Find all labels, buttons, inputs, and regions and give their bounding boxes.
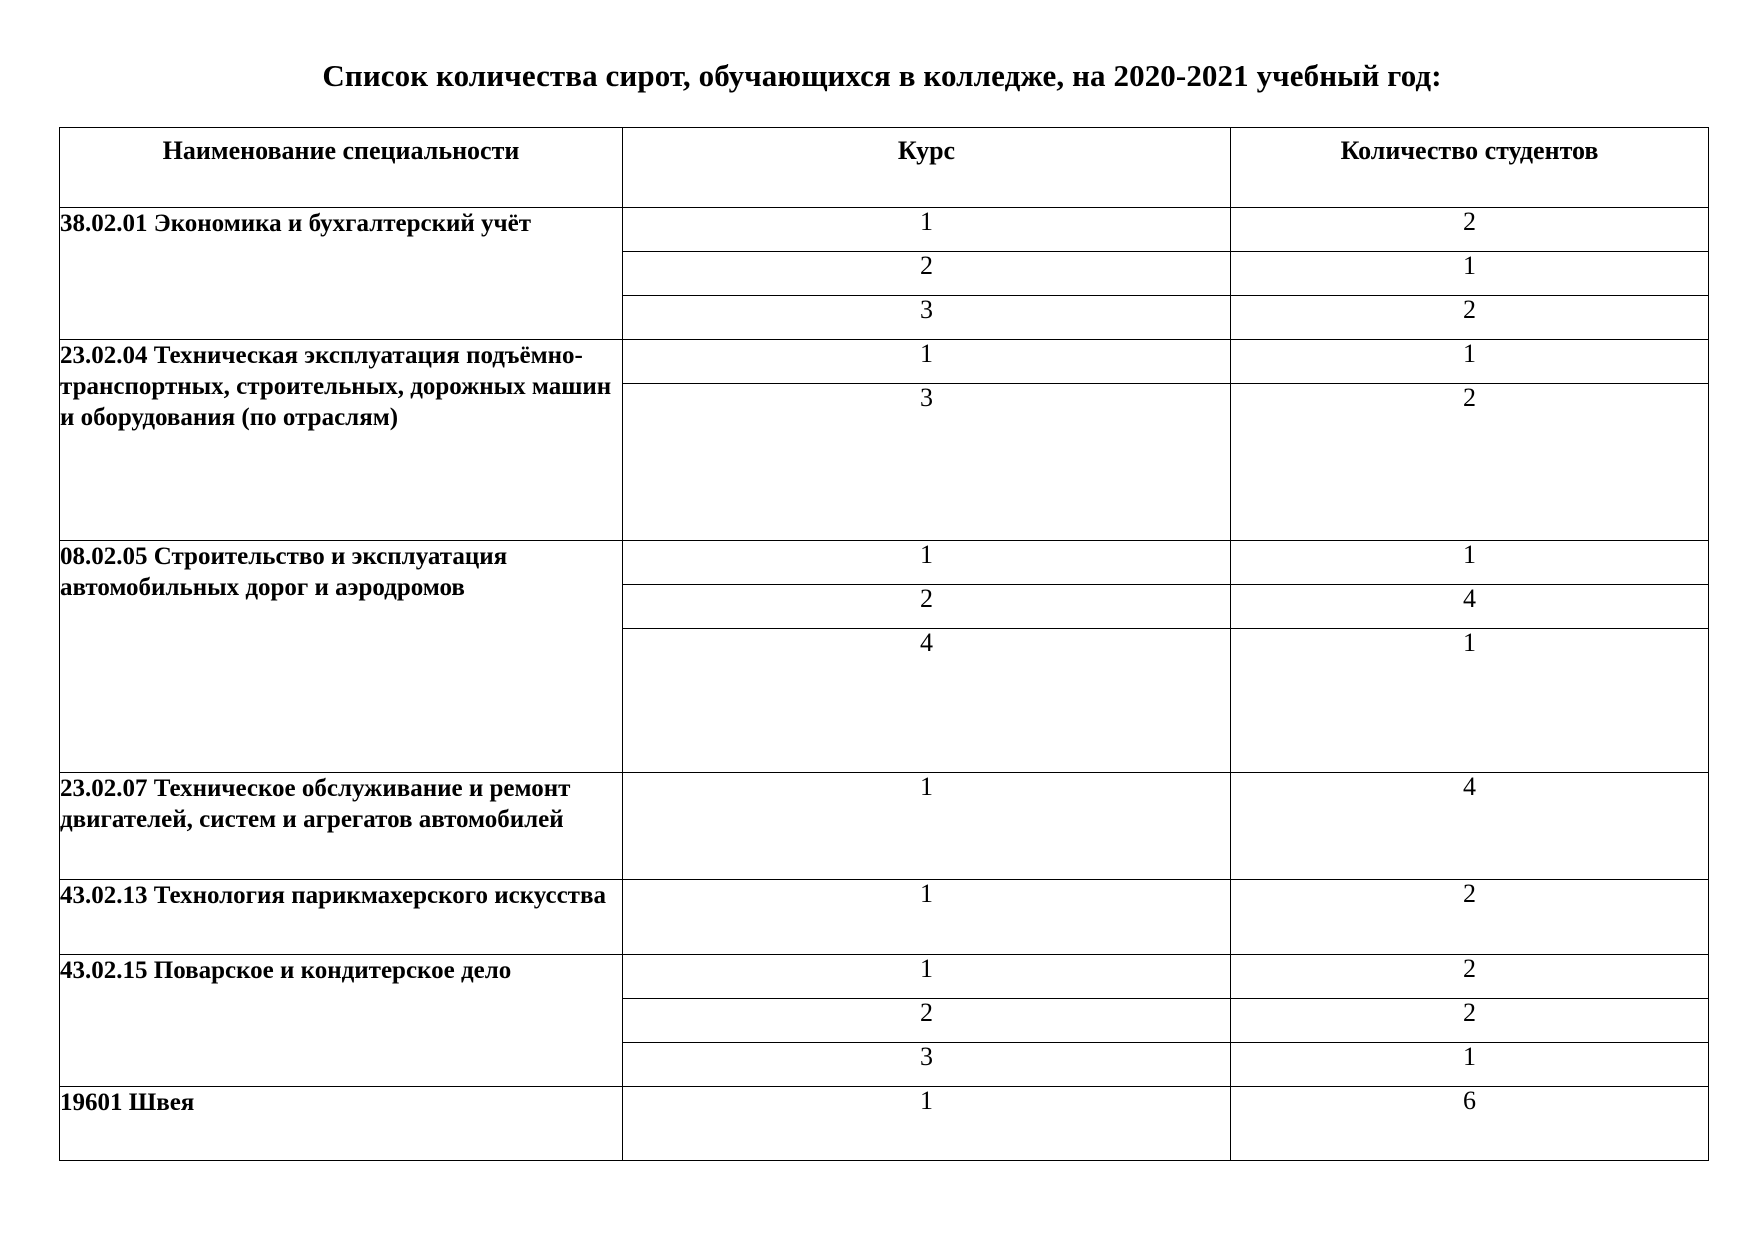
course-cell: 1 (623, 955, 1231, 999)
course-cell: 3 (623, 384, 1231, 541)
course-cell: 2 (623, 999, 1231, 1043)
specialty-cell: 08.02.05 Строительство и эксплуатация автомобильных дорог и аэродромов (60, 541, 623, 773)
students-cell: 2 (1231, 296, 1709, 340)
course-cell: 3 (623, 1043, 1231, 1087)
students-cell: 6 (1231, 1087, 1709, 1161)
specialty-cell: 43.02.15 Поварское и кондитерское дело (60, 955, 623, 1087)
course-cell: 2 (623, 252, 1231, 296)
specialty-cell: 23.02.04 Техническая эксплуатация подъёмно-транспортных, строительных, дорожных машин и оборудования (по отраслям) (60, 340, 623, 541)
table-row (60, 541, 1709, 585)
students-cell: 1 (1231, 252, 1709, 296)
course-cell: 1 (623, 208, 1231, 252)
specialty-cell: 38.02.01 Экономика и бухгалтерский учёт (60, 208, 623, 340)
specialty-cell: 43.02.13 Технология парикмахерского искусства (60, 880, 623, 955)
course-cell: 4 (623, 629, 1231, 773)
table-header-row (60, 128, 1709, 208)
students-cell: 2 (1231, 208, 1709, 252)
header-specialty: Наименование специальности (60, 128, 623, 208)
course-cell: 1 (623, 541, 1231, 585)
students-cell: 1 (1231, 629, 1709, 773)
students-cell: 2 (1231, 880, 1709, 955)
specialty-cell: 19601 Швея (60, 1087, 623, 1161)
students-cell: 2 (1231, 384, 1709, 541)
students-cell: 1 (1231, 1043, 1709, 1087)
students-cell: 4 (1231, 773, 1709, 880)
header-students: Количество студентов (1231, 128, 1709, 208)
course-cell: 2 (623, 585, 1231, 629)
table-row (60, 340, 1709, 384)
header-course: Курс (623, 128, 1231, 208)
course-cell: 1 (623, 773, 1231, 880)
course-cell: 1 (623, 880, 1231, 955)
students-cell: 1 (1231, 340, 1709, 384)
table-row (60, 208, 1709, 252)
table-row (60, 1087, 1709, 1161)
course-cell: 3 (623, 296, 1231, 340)
students-cell: 2 (1231, 955, 1709, 999)
orphans-table (59, 127, 1709, 1161)
course-cell: 1 (623, 1087, 1231, 1161)
students-cell: 1 (1231, 541, 1709, 585)
students-cell: 2 (1231, 999, 1709, 1043)
table-row (60, 773, 1709, 880)
students-cell: 4 (1231, 585, 1709, 629)
table-row (60, 880, 1709, 955)
specialty-cell: 23.02.07 Техническое обслуживание и ремонт двигателей, систем и агрегатов автомобилей (60, 773, 623, 880)
table-row (60, 955, 1709, 999)
course-cell: 1 (623, 340, 1231, 384)
document-title: Список количества сирот, обучающихся в колледже, на 2020-2021 учебный год: (322, 58, 1442, 93)
